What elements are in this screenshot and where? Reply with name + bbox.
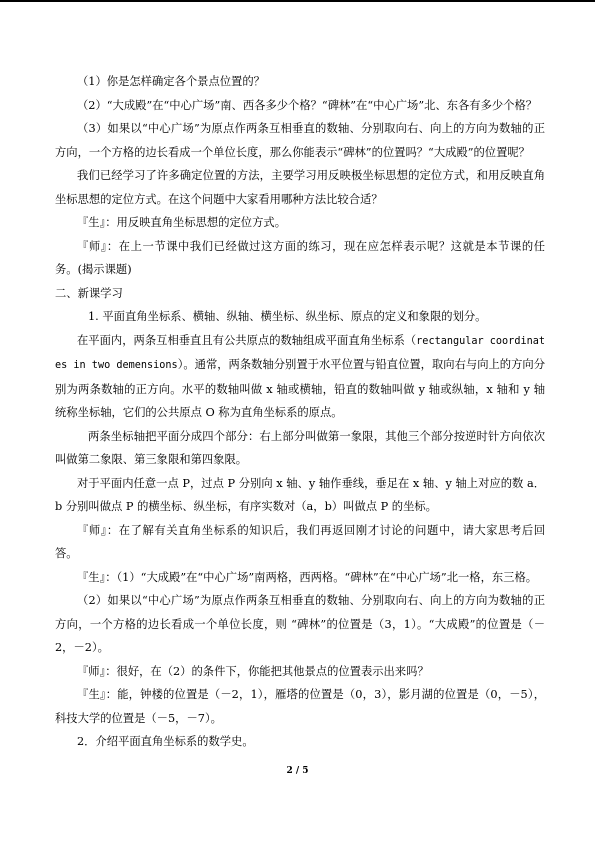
english-term: rectangular coordinates in two demensions bbox=[55, 335, 545, 371]
question-3: （3）如果以“中心广场”为原点作两条互相垂直的数轴、分别取向右、向上的方向为数轴的正方向，一个方格的边长看成一个单位长度，那么你能表示“碑林”的位置吗？“大成殿”的位置呢？ bbox=[55, 122, 545, 159]
document-body bbox=[55, 70, 545, 754]
student-reply-2: 『生』：（1）“大成殿”在“中心广场”南两格，西两格。“碑林”在“中心广场”北一格，东三格。 bbox=[77, 570, 538, 584]
list-item-1: 1. 平面直角坐标系、横轴、纵轴、横坐标、纵坐标、原点的定义和象限的划分。 bbox=[88, 310, 487, 323]
question-1: （1）你是怎样确定各个景点位置的？ bbox=[77, 75, 265, 88]
list-item-2: 2．介绍平面直角坐标系的数学史。 bbox=[77, 735, 254, 748]
student-reply-3: 『生』：能，钟楼的位置是（－2，1），雁塔的位置是（0，3），影月湖的位置是（0，－5），科技大学的位置是（－5，－7）。 bbox=[55, 688, 545, 725]
teacher-remark-3: 『师』：很好，在（2）的条件下，你能把其他景点的位置表示出来吗？ bbox=[77, 664, 429, 678]
definition-text-end: ）。通常，两条数轴分别置于水平位置与铅直位置，取向右与向上的方向分别为两条数轴的正方向。水平的数轴叫做 x 轴或横轴，铅直的数轴叫做 y 轴或纵轴，x 轴和 y 轴统称坐标轴，它们的公共原点 O 称为直角坐标系的原点。 bbox=[55, 358, 545, 419]
student-reply-1: 『生』：用反映直角坐标思想的定位方式。 bbox=[77, 216, 286, 229]
section-heading: 二、新课学习 bbox=[55, 286, 123, 300]
teacher-remark-2: 『师』：在了解有关直角坐标系的知识后，我们再返回刚才讨论的问题中，请大家思考后回答。 bbox=[55, 523, 545, 560]
header-rule bbox=[0, 0, 595, 2]
teacher-remark-1: 『师』：在上一节课中我们已经做过这方面的练习，现在应怎样表示呢？这就是本节课的任务。(揭示课题) bbox=[55, 239, 545, 276]
definition-text-start: 在平面内，两条互相垂直且有公共原点的数轴组成平面直角坐标系（ bbox=[77, 333, 417, 347]
coordinates-paragraph: 对于平面内任意一点 P，过点 P 分别向 x 轴、y 轴作垂线，垂足在 x 轴、y 轴上对应的数 a．b 分别叫做点 P 的横坐标、纵坐标，有序实数对（a，b）叫做点 P 的坐标。 bbox=[55, 476, 545, 513]
answer-paragraph: （2）如果以“中心广场”为原点作两条互相垂直的数轴、分别取向右、向上的方向为数轴的正方向，一个方格的边长看成一个单位长度，则 “碑林”的位置是（3，1）。“大成殿”的位置是（－2，－2）。 bbox=[55, 594, 545, 654]
question-2: （2）“大成殿”在“中心广场”南、西各多少个格？“碑林”在“中心广场”北、东各有多少个格？ bbox=[77, 98, 538, 112]
page-number: 2 / 5 bbox=[286, 766, 309, 776]
quadrants-paragraph: 两条坐标轴把平面分成四个部分：右上部分叫做第一象限，其他三个部分按逆时针方向依次叫做第二象限、第三象限和第四象限。 bbox=[55, 429, 545, 466]
intro-paragraph: 我们已经学习了许多确定位置的方法，主要学习用反映极坐标思想的定位方式，和用反映直角坐标思想的定位方式。在这个问题中大家看用哪种方法比较合适？ bbox=[55, 169, 545, 206]
definition-paragraph bbox=[55, 329, 545, 425]
